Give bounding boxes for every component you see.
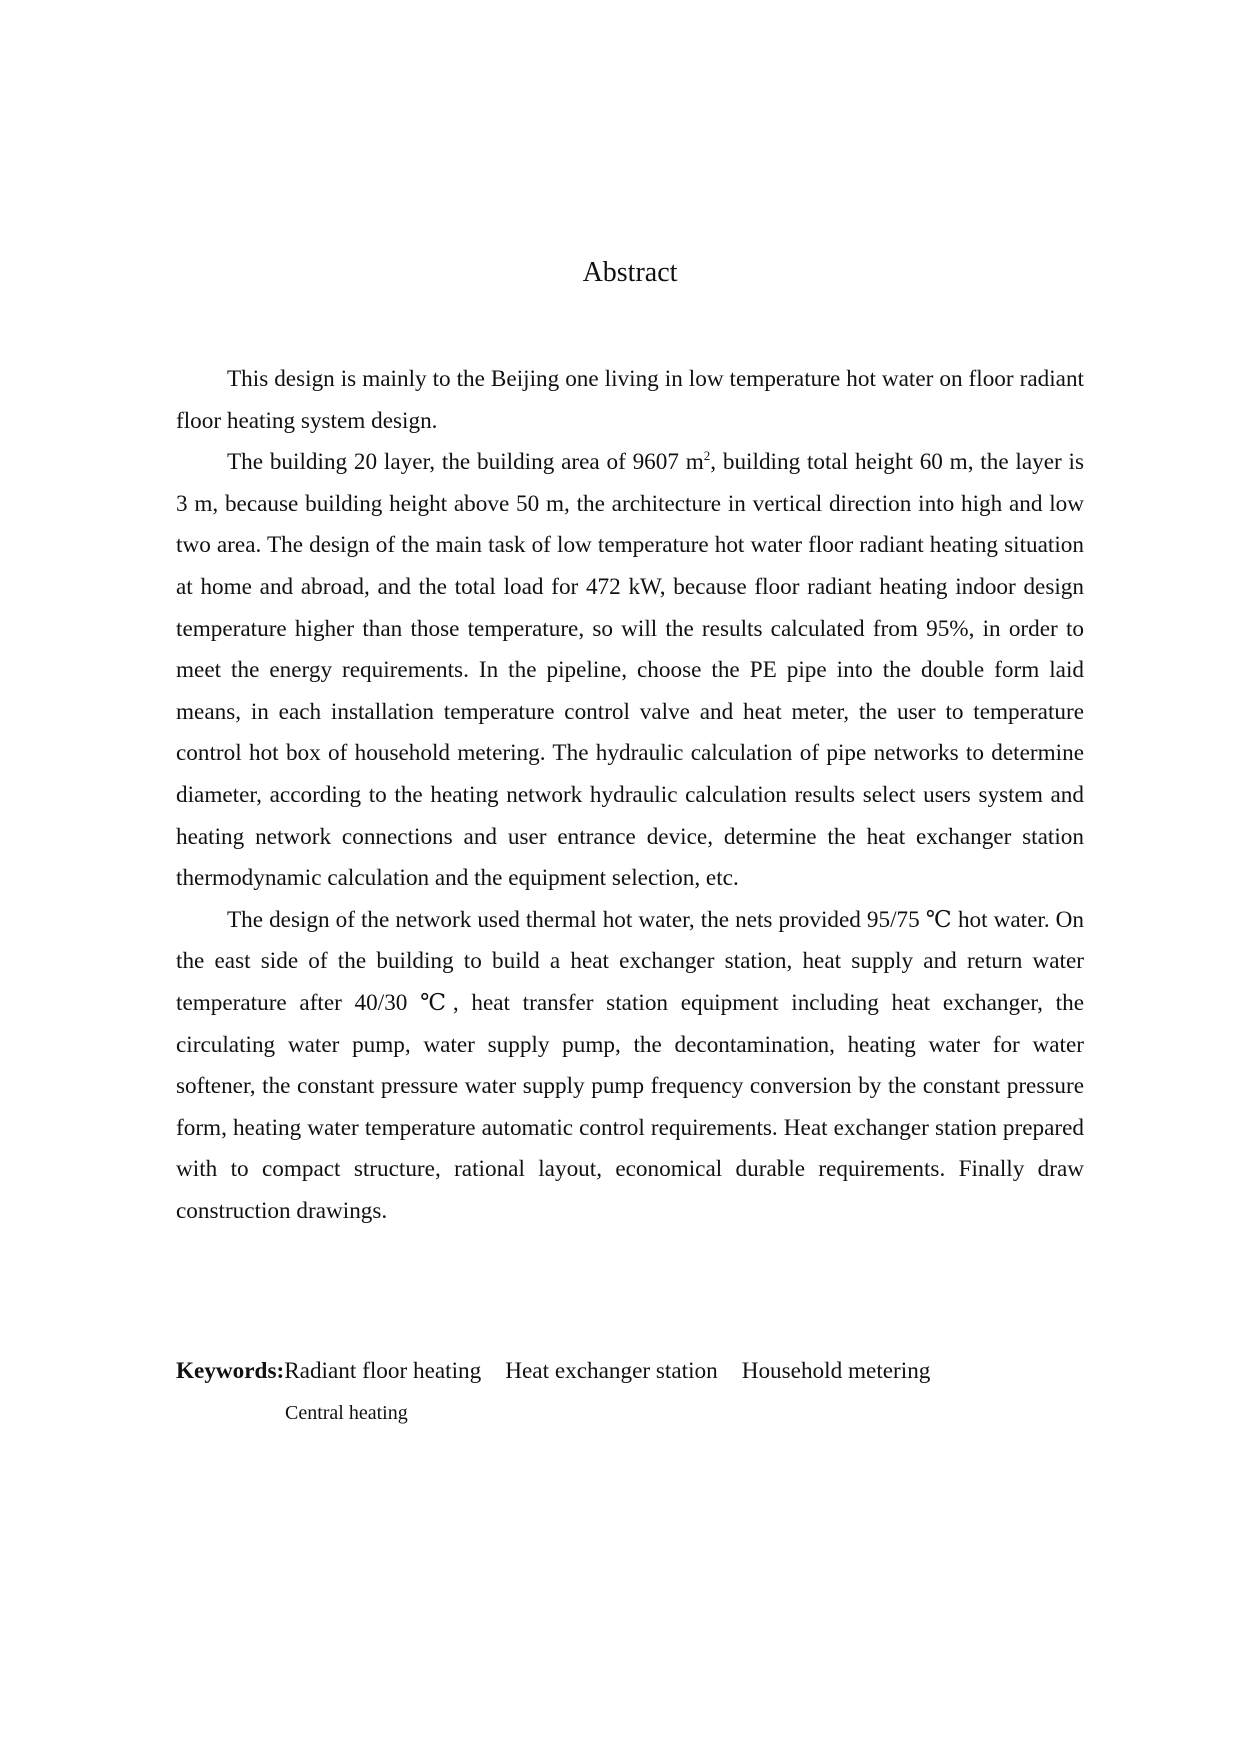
abstract-body [176, 359, 1084, 1232]
paragraph-2 [176, 442, 1084, 900]
keyword-item: Household metering [741, 1358, 931, 1384]
paragraph-3: The design of the network used thermal hot water, the nets provided 95/75 ℃ hot water. On the east side of the building to build a heat exchanger station, heat supply and return water temperature after 40/30 ℃, heat transfer station equipment including heat exchanger, the circulating water pump, water supply pump, the decontamination, heating water for water softener, the constant pressure water supply pump frequency conversion by the constant pressure form, heating water temperature automatic control requirements. Heat exchanger station prepared with to compact structure, rational layout, economical durable requirements. Finally draw construction drawings. [176, 906, 1084, 1224]
keywords-line [176, 1353, 1096, 1389]
superscript-2: 2 [703, 448, 711, 464]
keywords-continuation [285, 1399, 408, 1427]
keyword-item: Heat exchanger station [505, 1358, 718, 1384]
page-title: Abstract [582, 257, 678, 288]
paragraph-2-part-2: , building total height 60 m, the layer is 3 m, because building height above 50 m, the architecture in vertical direction into high and low two area. The design of the main task of low temperature hot water floor radiant heating situation at home and abroad, and the total load for 472 kW, because floor radiant heating indoor design temperature higher than those temperature, so will the results calculated from 95%, in order to meet the energy requirements. In the pipeline, choose the PE pipe into the double form laid means, in each installation temperature control valve and heat meter, the user to temperature control hot box of household metering. The hydraulic calculation of pipe networks to determine diameter, according to the heating network hydraulic calculation results select users system and heating network connections and user entrance device, determine the heat exchanger station thermodynamic calculation and the equipment selection, etc. [176, 449, 1084, 892]
keyword-item: Radiant floor heating [284, 1358, 482, 1384]
paragraph-1: This design is mainly to the Beijing one living in low temperature hot water on floor radiant floor heating system design. [176, 366, 1084, 434]
keywords-label: Keywords: [176, 1358, 285, 1384]
paragraph-2-part-1: The building 20 layer, the building area of 9607 m [227, 449, 704, 476]
keyword-item: Central heating [285, 1402, 408, 1424]
